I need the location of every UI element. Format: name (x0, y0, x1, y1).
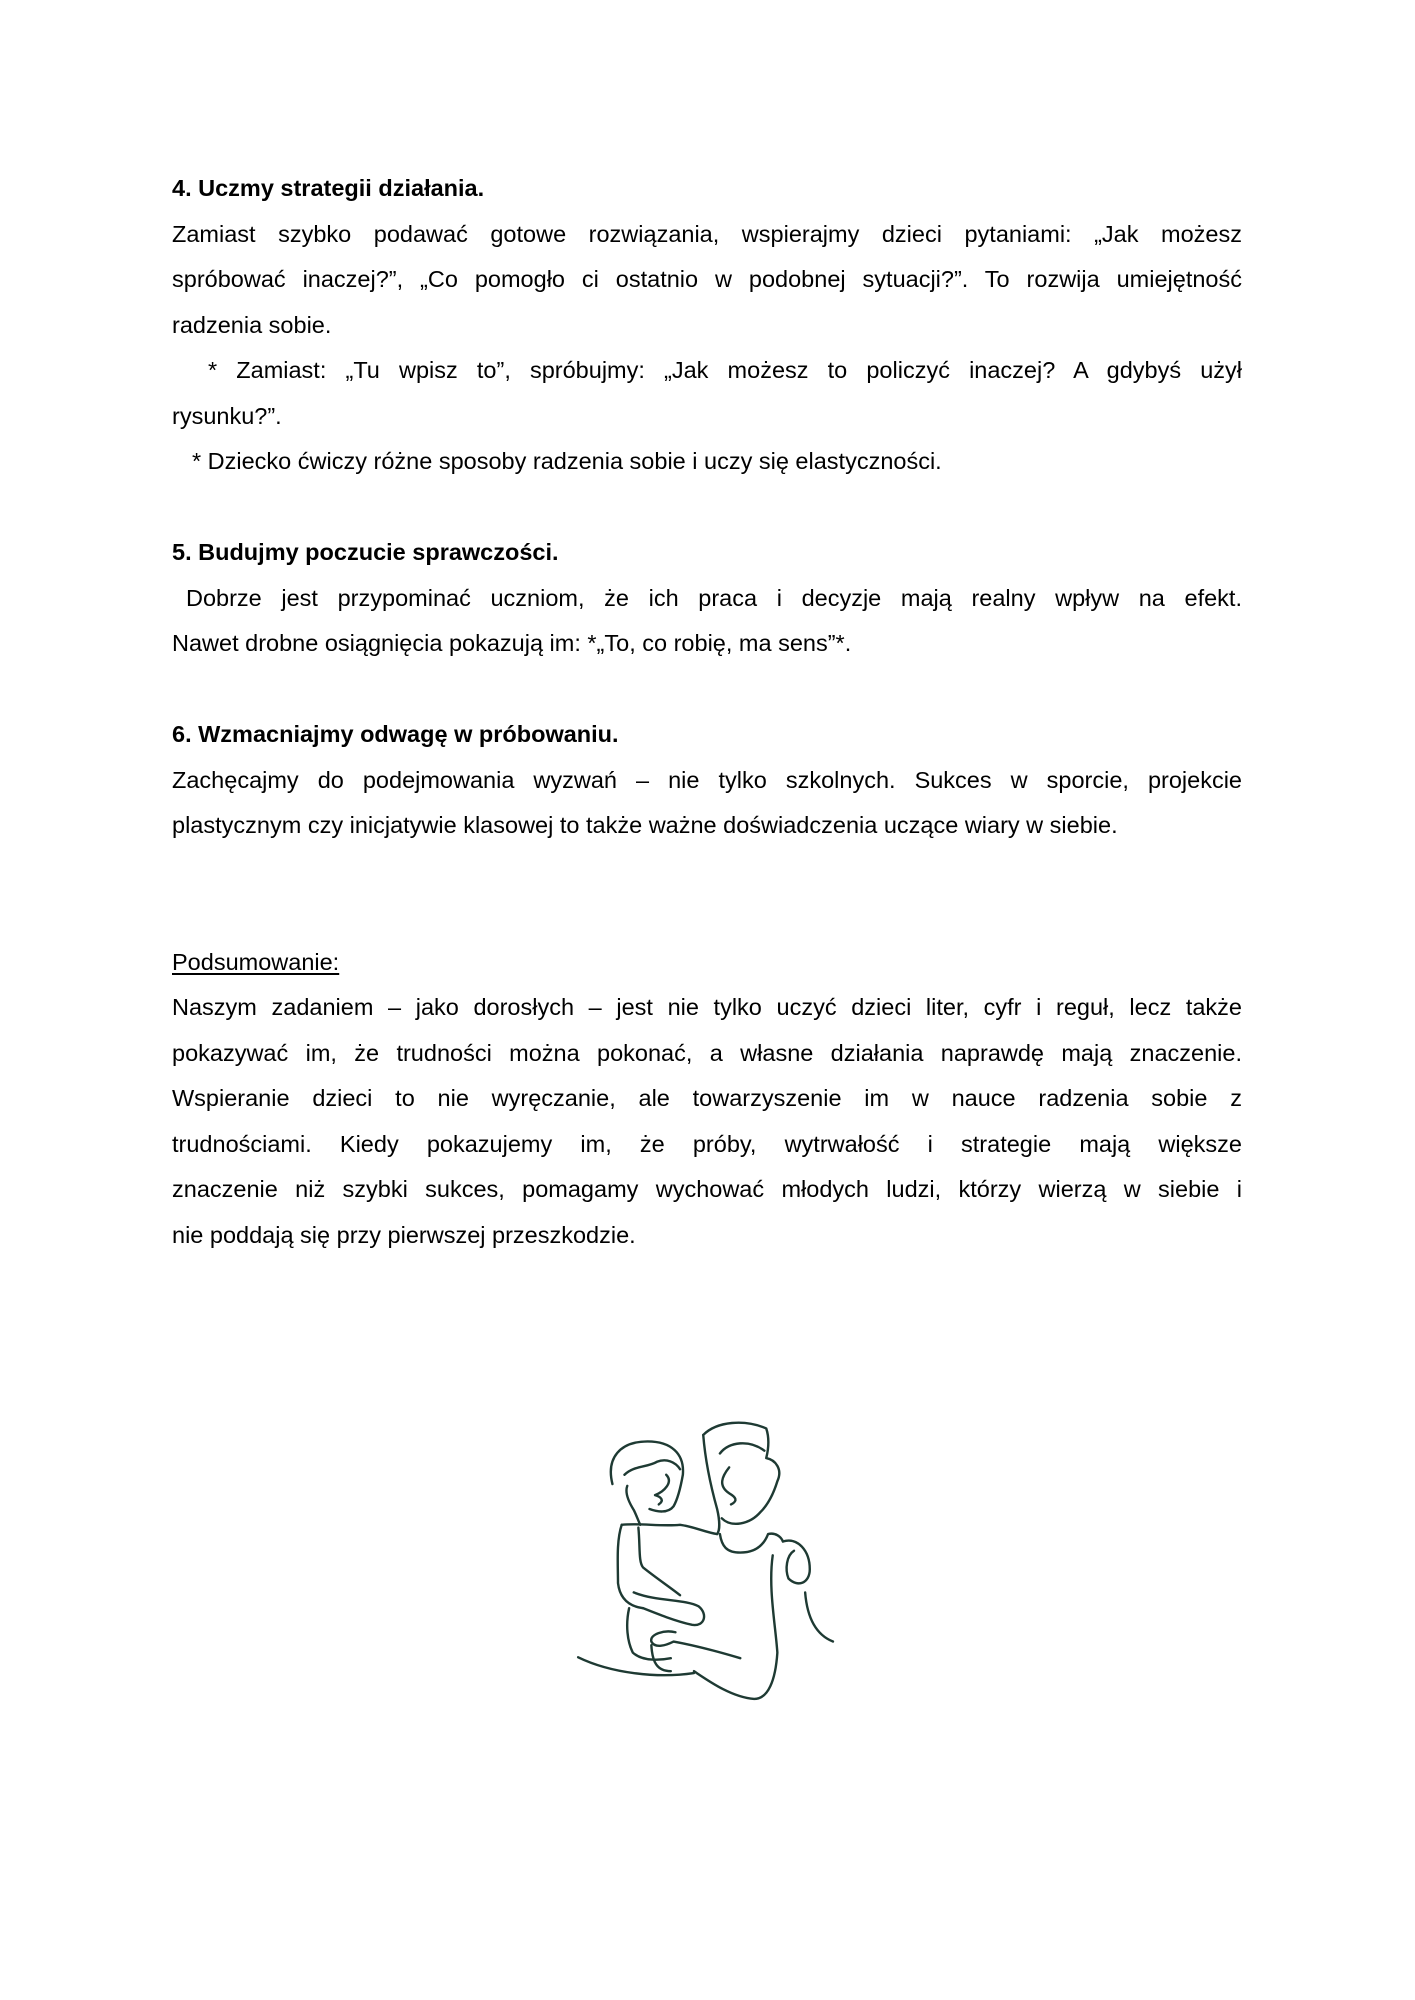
adult-hand (651, 1631, 740, 1658)
spacer (172, 485, 1242, 531)
section-6-heading: 6. Wzmacniajmy odwagę w próbowaniu. (172, 721, 619, 747)
section-4-heading: 4. Uczmy strategii działania. (172, 175, 485, 201)
section-5-body (172, 576, 1242, 667)
section-6-body (172, 758, 1242, 849)
bullet-line: rysunku?”. (172, 402, 282, 429)
child-arm (638, 1528, 680, 1596)
adult-forearm (578, 1657, 694, 1675)
paragraph-line: spróbować inaczej?”, „Co pomogło ci ostatnio w podobnej sytuacji?”. To rozwija umiejętność (172, 266, 1242, 292)
child-head-outline (611, 1441, 683, 1511)
summary-body (172, 985, 1242, 1258)
document-page (172, 166, 1242, 1258)
summary-line: trudnościami. Kiedy pokazujemy im, że próby, wytrwałość i strategie mają większe (172, 1130, 1242, 1157)
summary-line: Wspieranie dzieci to nie wyręczanie, ale towarzyszenie im w nauce radzenia sobie z (172, 1085, 1242, 1111)
child-face (655, 1475, 669, 1505)
bullet-line: * Dziecko ćwiczy różne sposoby radzenia sobie i uczy się elastyczności. (192, 448, 942, 474)
illustration-strokes (578, 1423, 833, 1699)
parent-child-illustration (555, 1395, 870, 1725)
adult-face (722, 1467, 735, 1504)
paragraph-line: Zachęcajmy do podejmowania wyzwań – nie tylko szkolnych. Sukces w sporcie, projekcie (172, 766, 1242, 793)
paragraph-line: Nawet drobne osiągnięcia pokazują im: *„To, co robię, ma sens”*. (172, 630, 852, 656)
paragraph-line: plastycznym czy inicjatywie klasowej to także ważne doświadczenia uczące wiary w siebie. (172, 812, 1118, 838)
child-torso (622, 1524, 717, 1534)
paragraph-line: radzenia sobie. (172, 311, 332, 338)
adult-shoulder (783, 1541, 810, 1584)
section-5-heading: 5. Budujmy poczucie sprawczości. (172, 539, 559, 565)
adult-collar (720, 1534, 783, 1553)
child-leg (634, 1592, 704, 1625)
summary-title: Podsumowanie: (172, 948, 340, 975)
child-neck (626, 1486, 640, 1525)
paragraph-line: Dobrze jest przypominać uczniom, że ich praca i decyzje mają realny wpływ na efekt. (186, 584, 1242, 611)
summary-line: nie poddają się przy pierwszej przeszkodzie. (172, 1221, 636, 1248)
bullet-line: * Zamiast: „Tu wpisz to”, spróbujmy: „Jak możesz to policzyć inaczej? A gdybyś użył (208, 357, 1242, 383)
summary-line: Naszym zadaniem – jako dorosłych – jest nie tylko uczyć dzieci liter, cyfr i reguł, lecz także (172, 994, 1242, 1020)
summary-line: pokazywać im, że trudności można pokonać, a własne działania naprawdę mają znaczenie. (172, 1039, 1242, 1066)
child-hair (624, 1460, 680, 1474)
adult-hair (720, 1443, 764, 1453)
spacer (172, 667, 1242, 713)
adult-head-outline (703, 1423, 779, 1524)
paragraph-line: Zamiast szybko podawać gotowe rozwiązania, wspierajmy dzieci pytaniami: „Jak możesz (172, 220, 1242, 247)
spacer (172, 849, 1242, 940)
summary-line: znaczenie niż szybki sukces, pomagamy wychować młodych ludzi, którzy wierzą w siebie i (172, 1176, 1242, 1202)
section-4-body (172, 212, 1242, 485)
adult-neck-left (703, 1435, 719, 1534)
adult-arm (805, 1592, 833, 1641)
adult-side (694, 1555, 777, 1699)
